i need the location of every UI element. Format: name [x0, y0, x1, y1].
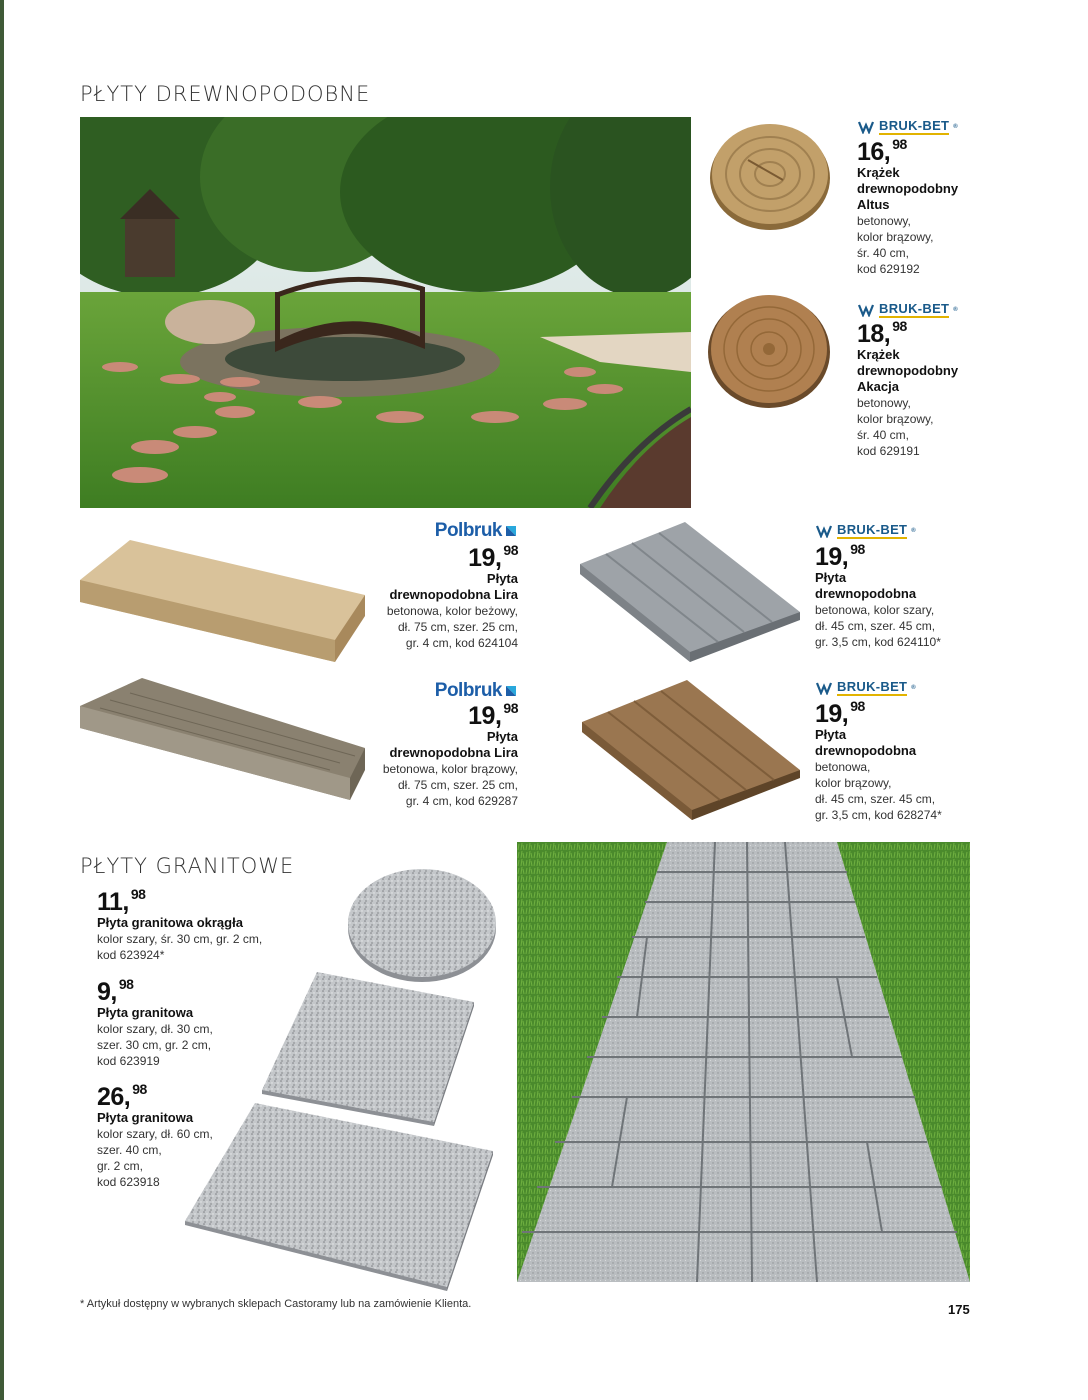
product-lira-bezowy [318, 542, 518, 651]
price: 18, $^{98}$ [857, 318, 907, 348]
product-name: Płyta drewnopodobna [815, 727, 917, 758]
price: 26, $^{98}$ [97, 1081, 147, 1111]
brand-polbruk-lira-brazowy [318, 680, 518, 702]
product-image-akacja [706, 292, 832, 415]
granite-path-illustration [517, 842, 970, 1282]
price: 11, $^{98}$ [97, 886, 146, 916]
product-desc: betonowy, kolor brązowy, śr. 40 cm, kod 629192 [857, 214, 934, 276]
product-image-plyta-brazowy [582, 680, 800, 830]
price: 9, $^{98}$ [97, 976, 134, 1006]
brand-reg: ® [911, 527, 916, 534]
product-desc: betonowa, kolor brązowy, dł. 75 cm, szer. 25 cm, gr. 4 cm, kod 629287 [382, 762, 518, 808]
product-desc: betonowy, kolor brązowy, śr. 40 cm, kod 629191 [857, 396, 934, 458]
product-name: Płyta drewnopodobna [815, 570, 917, 601]
polbruk-logo-icon [504, 684, 518, 698]
price: 19, $^{98}$ [468, 700, 518, 730]
product-desc: kolor szary, dł. 30 cm, szer. 30 cm, gr. 2 cm, kod 623919 [97, 1022, 213, 1068]
garden-photo [80, 117, 691, 508]
price: 19, $^{98}$ [815, 698, 865, 728]
brand-bruk-bet-plyta-brazowy [815, 679, 916, 696]
product-desc: betonowa, kolor beżowy, dł. 75 cm, szer. 25 cm, gr. 4 cm, kod 624104 [386, 604, 518, 650]
brand-name: BRUK-BET [879, 301, 950, 316]
brand-reg: ® [911, 684, 916, 691]
bruk-bet-logo-icon [857, 303, 875, 317]
brand-bruk-bet-plyta-szary [815, 522, 916, 539]
product-image-granit-60 [185, 1103, 493, 1298]
product-name: Płyta drewnopodobna Lira [389, 571, 518, 602]
product-plyta-brazowy [815, 698, 1015, 823]
product-name: Płyta granitowa [97, 1005, 194, 1020]
product-image-altus [708, 120, 833, 237]
product-desc: betonowa, kolor szary, dł. 45 cm, szer. 45 cm, gr. 3,5 cm, kod 624110* [815, 603, 941, 649]
brand-name: BRUK-BET [837, 522, 908, 537]
product-name: Płyta granitowa okrągła [97, 915, 243, 930]
bruk-bet-logo-icon [857, 120, 875, 134]
product-altus [857, 136, 1037, 277]
footnote: * Artykuł dostępny w wybranych sklepach Castoramy lub na zamówienie Klienta. [80, 1298, 472, 1310]
brand-name: Polbruk [434, 680, 502, 701]
granite-path-photo [517, 842, 970, 1282]
brand-name: Polbruk [434, 520, 502, 541]
bruk-bet-logo-icon [815, 681, 833, 695]
section-title-wood: PŁYTY DREWNOPODOBNE [80, 82, 371, 106]
garden-photo-illustration [80, 117, 691, 508]
polbruk-logo-icon [504, 524, 518, 538]
brand-reg: ® [953, 306, 958, 313]
product-akacja [857, 318, 1037, 459]
brand-reg: ® [953, 123, 958, 130]
product-desc: kolor szary, dł. 60 cm, szer. 40 cm, gr. 2 cm, kod 623918 [97, 1127, 213, 1189]
product-desc: kolor szary, śr. 30 cm, gr. 2 cm, kod 623924* [97, 932, 263, 962]
product-desc: betonowa, kolor brązowy, dł. 45 cm, szer. 45 cm, gr. 3,5 cm, kod 628274* [815, 760, 942, 822]
price: 19, $^{98}$ [468, 542, 518, 572]
product-name: Płyta drewnopodobna Lira [389, 729, 518, 760]
product-image-granit-okragla [346, 866, 498, 989]
product-name: Krążek drewnopodobny Altus [857, 165, 959, 212]
brand-name: BRUK-BET [837, 679, 908, 694]
price: 19, $^{98}$ [815, 541, 865, 571]
section-title-granite: PŁYTY GRANITOWE [80, 854, 295, 878]
product-granit-okragla [97, 886, 337, 963]
brand-bruk-bet-altus [857, 118, 958, 135]
brand-polbruk-lira-bezowy [318, 520, 518, 542]
product-name: Płyta granitowa [97, 1110, 194, 1125]
brand-name: BRUK-BET [879, 118, 950, 133]
product-image-plyta-szary [580, 522, 800, 672]
price: 16, $^{98}$ [857, 136, 907, 166]
brand-bruk-bet-akacja [857, 301, 958, 318]
product-name: Krążek drewnopodobny Akacja [857, 347, 959, 394]
page-edge-stripe [0, 0, 4, 1400]
product-lira-brazowy [318, 700, 518, 809]
product-plyta-szary [815, 541, 1015, 650]
page-number: 175 [948, 1302, 970, 1317]
bruk-bet-logo-icon [815, 524, 833, 538]
